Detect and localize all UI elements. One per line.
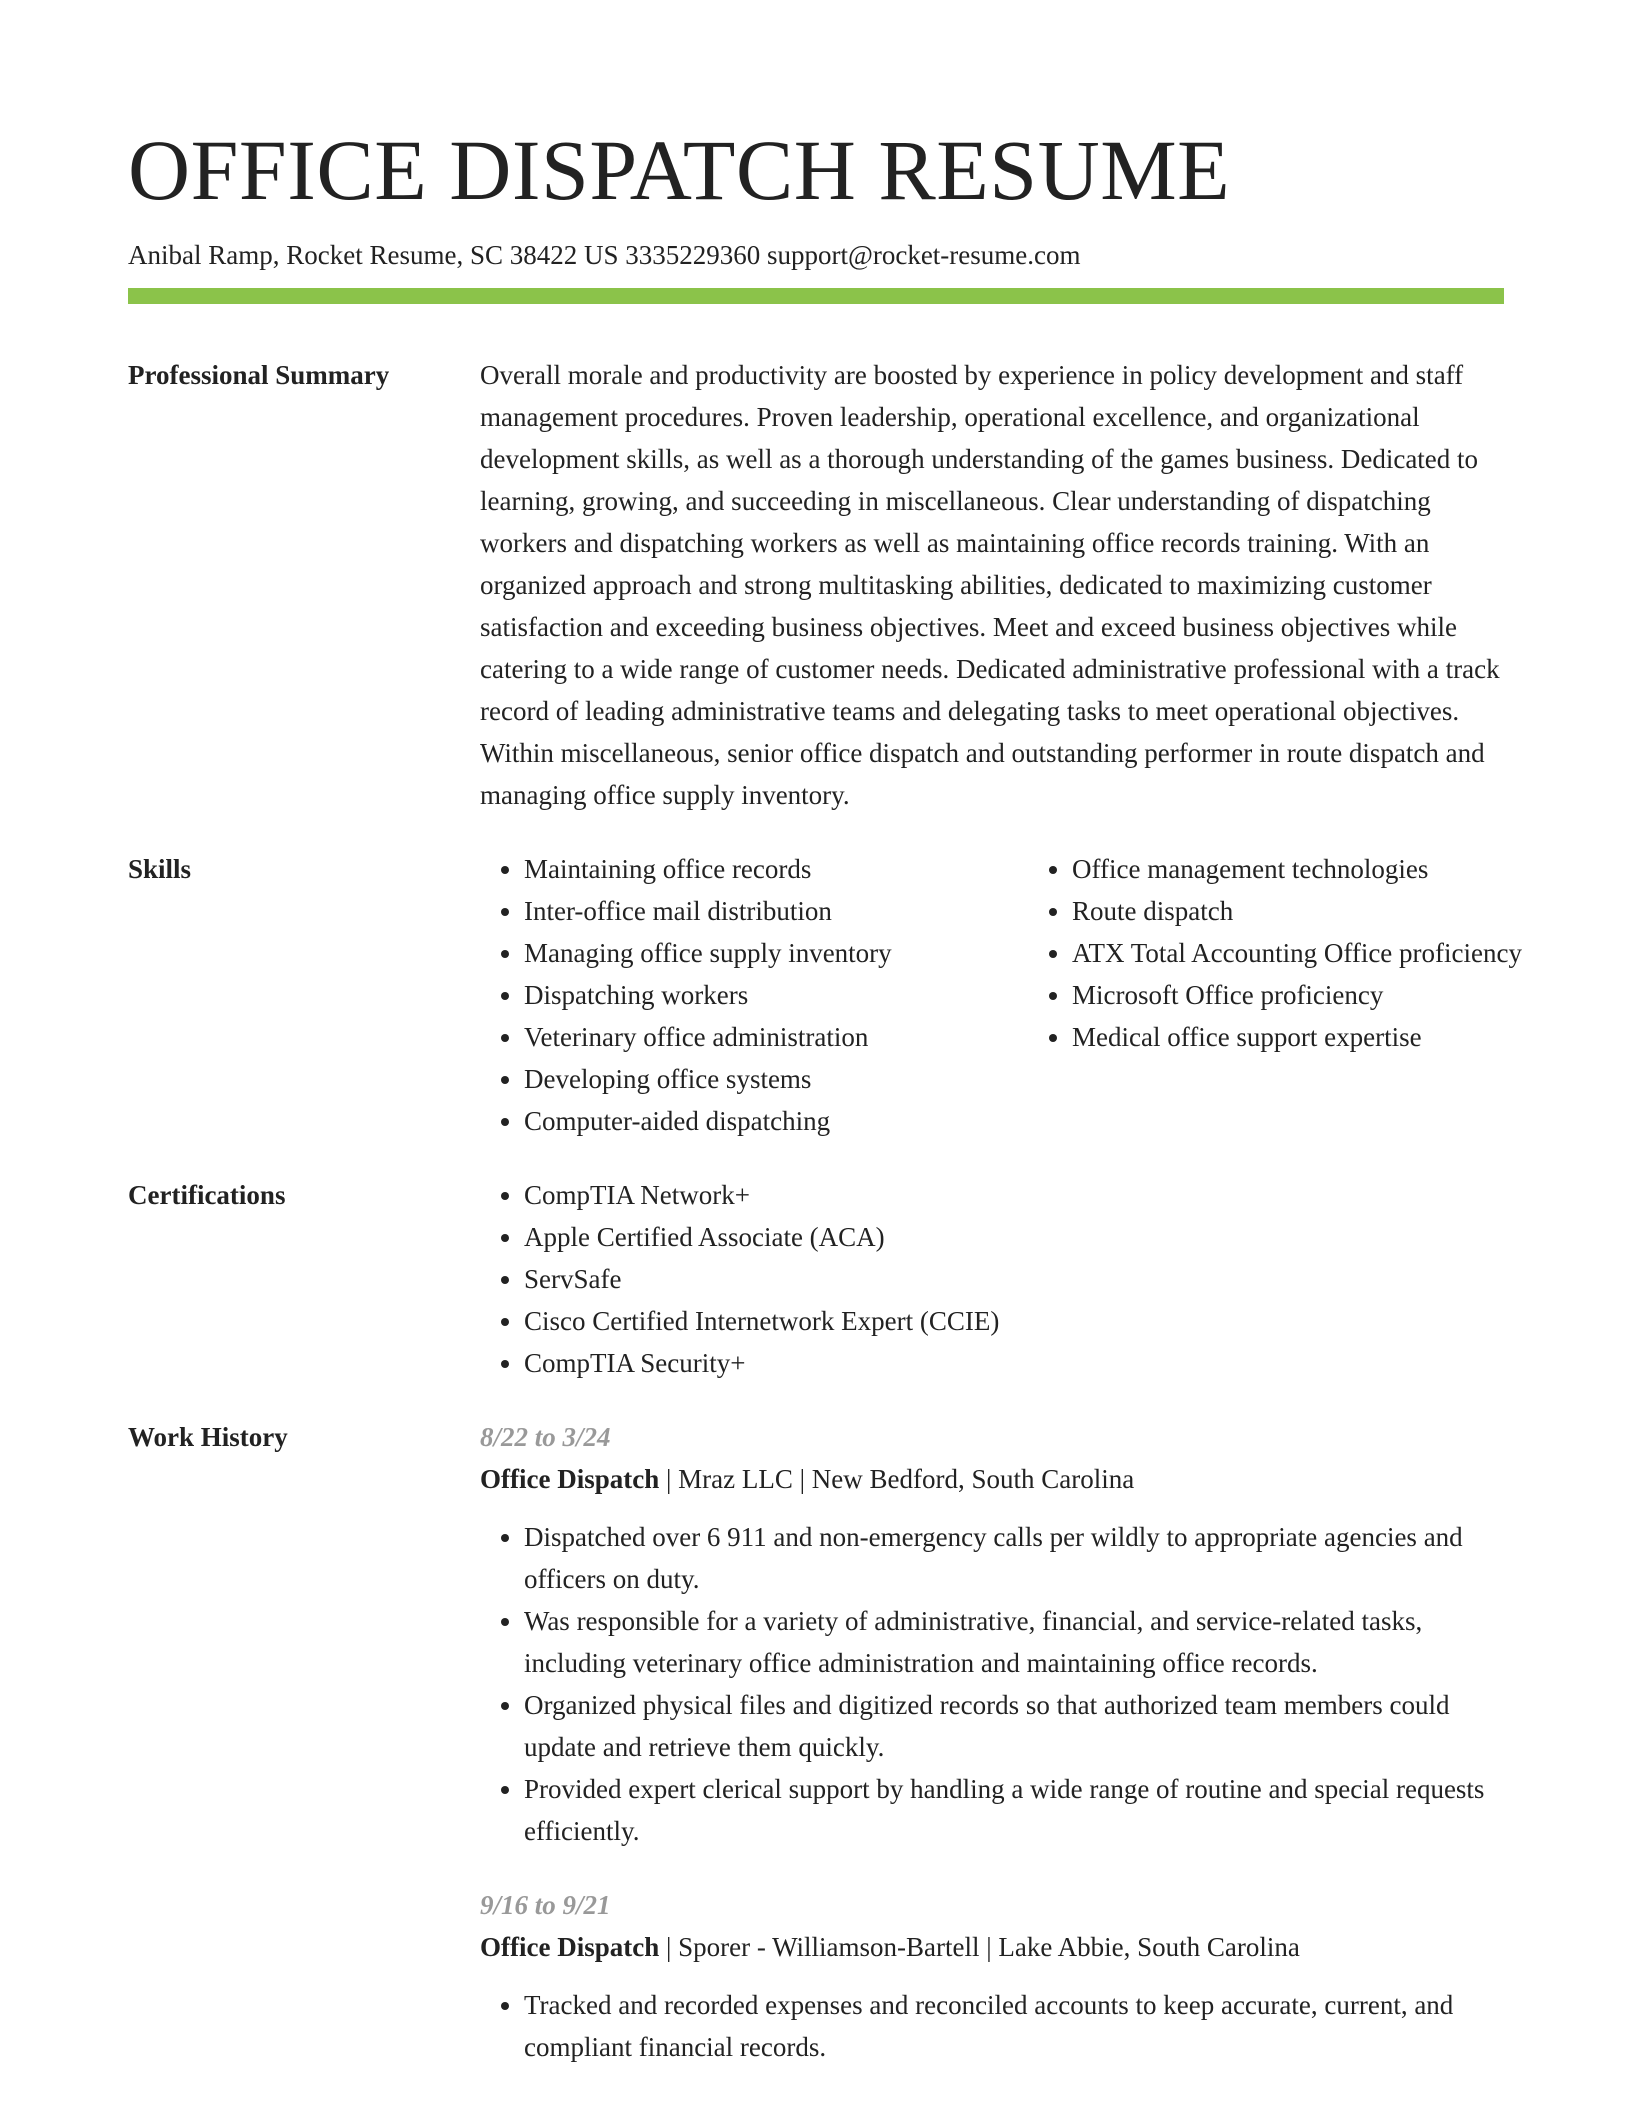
certifications-label: Certifications bbox=[128, 1180, 286, 1210]
certifications-section bbox=[128, 1174, 1504, 1384]
work-history-label: Work History bbox=[128, 1422, 288, 1452]
job-title: Office Dispatch bbox=[480, 1464, 660, 1494]
summary-section bbox=[128, 354, 1504, 816]
skills-grid bbox=[480, 848, 1592, 1142]
skill-item: • Medical office support expertise bbox=[1072, 1016, 1592, 1058]
certification-item: • ServSafe bbox=[524, 1258, 1504, 1300]
job-bullet: • Organized physical files and digitized records so that authorized team members could update and retrieve them quickly. bbox=[524, 1684, 1504, 1768]
job-bullet: • Dispatched over 6 911 and non-emergency calls per wildly to appropriate agencies and officers on duty. bbox=[524, 1516, 1504, 1600]
skills-label: Skills bbox=[128, 854, 192, 884]
certification-item: • CompTIA Security+ bbox=[524, 1342, 1504, 1384]
skills-column-1 bbox=[480, 848, 1028, 1142]
skills-section bbox=[128, 848, 1522, 1142]
job-dates: 9/16 to 9/21 bbox=[480, 1890, 611, 1920]
certification-item: • Cisco Certified Internetwork Expert (CCIE) bbox=[524, 1300, 1504, 1342]
job-bullet: • Tracked and recorded expenses and reconciled accounts to keep accurate, current, and compliant financial records. bbox=[524, 1984, 1504, 2068]
job-details: | Mraz LLC | New Bedford, South Carolina bbox=[659, 1464, 1135, 1494]
skills-body bbox=[480, 848, 1592, 1142]
job-header bbox=[480, 1458, 1504, 1500]
certification-item: • CompTIA Network+ bbox=[524, 1174, 1504, 1216]
resume-title: OFFICE DISPATCH RESUME bbox=[128, 122, 1231, 218]
job-header bbox=[480, 1926, 1504, 1968]
skill-item: • Veterinary office administration bbox=[524, 1016, 1028, 1058]
job-bullet: • Provided expert clerical support by handling a wide range of routine and special requests efficiently. bbox=[524, 1768, 1504, 1852]
skill-item: • Computer-aided dispatching bbox=[524, 1100, 1028, 1142]
job-bullets bbox=[480, 1984, 1504, 2068]
job-bullet: • Was responsible for a variety of administrative, financial, and service-related tasks, including veterinary office administration and maintaining office records. bbox=[524, 1600, 1504, 1684]
skill-item: • Route dispatch bbox=[1072, 890, 1592, 932]
skill-item: • Developing office systems bbox=[524, 1058, 1028, 1100]
work-history-body bbox=[480, 1416, 1504, 2068]
skill-item: • Office management technologies bbox=[1072, 848, 1592, 890]
skill-item: • Microsoft Office proficiency bbox=[1072, 974, 1592, 1016]
skills-column-2 bbox=[1028, 848, 1592, 1142]
work-history-section bbox=[128, 1416, 1504, 2068]
summary-text: Overall morale and productivity are boosted by experience in policy development and staff management procedures. Proven leadership, operational excellence, and organizational development skills, as well as a thorough understanding of the games business. Dedicated to learning, growing, and succeeding in miscellaneous. Clear understanding of dispatching workers and dispatching workers as well as maintaining office records training. With an organized approach and strong multitasking abilities, dedicated to maximizing customer satisfaction and exceeding business objectives. Meet and exceed business objectives while catering to a wide range of customer needs. Dedicated administrative professional with a track record of leading administrative teams and delegating tasks to meet operational objectives. Within miscellaneous, senior office dispatch and outstanding performer in route dispatch and managing office supply inventory. bbox=[480, 360, 1500, 810]
job-bullets bbox=[480, 1516, 1504, 1852]
job-title: Office Dispatch bbox=[480, 1932, 660, 1962]
resume-page bbox=[128, 0, 1522, 2068]
skill-item: • Maintaining office records bbox=[524, 848, 1028, 890]
summary-label: Professional Summary bbox=[128, 360, 390, 390]
accent-divider bbox=[128, 288, 1504, 304]
job-entry bbox=[480, 1884, 1504, 2068]
contact-line: Anibal Ramp, Rocket Resume, SC 38422 US 3335229360 support@rocket-resume.com bbox=[128, 240, 1081, 270]
skill-item: • Inter-office mail distribution bbox=[524, 890, 1028, 932]
job-dates: 8/22 to 3/24 bbox=[480, 1422, 611, 1452]
skill-item: • Managing office supply inventory bbox=[524, 932, 1028, 974]
certifications-list bbox=[480, 1174, 1504, 1384]
job-details: | Sporer - Williamson-Bartell | Lake Abbie, South Carolina bbox=[659, 1932, 1300, 1962]
certification-item: • Apple Certified Associate (ACA) bbox=[524, 1216, 1504, 1258]
certifications-body bbox=[480, 1174, 1504, 1384]
skill-item: • ATX Total Accounting Office proficiency bbox=[1072, 932, 1592, 974]
job-entry bbox=[480, 1416, 1504, 1852]
summary-body bbox=[480, 354, 1504, 816]
skill-item: • Dispatching workers bbox=[524, 974, 1028, 1016]
